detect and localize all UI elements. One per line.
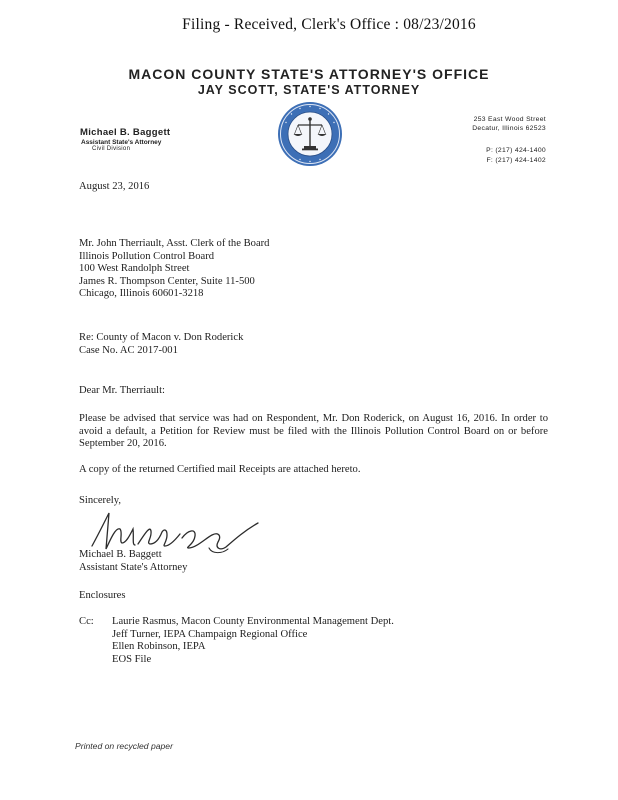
- assistant-title: Assistant State's Attorney: [81, 138, 162, 146]
- cc-recipient: Jeff Turner, IEPA Champaign Regional Office: [112, 628, 308, 640]
- recipient-line: 100 West Randolph Street: [79, 263, 190, 275]
- office-title: MACON COUNTY STATE'S ATTORNEY'S OFFICE: [128, 66, 490, 82]
- recipient-line: Illinois Pollution Control Board: [79, 250, 215, 262]
- body-paragraph: A copy of the returned Certified mail Receipts are attached hereto.: [79, 464, 361, 475]
- cc-list: [112, 616, 394, 666]
- office-street: 253 East Wood Street: [473, 116, 546, 123]
- office-phone: P: (217) 424-1400: [486, 147, 546, 155]
- division-label: Civil Division: [92, 146, 131, 153]
- signer-name: Michael B. Baggett: [79, 549, 162, 560]
- recipient-line: James R. Thompson Center, Suite 11-500: [79, 275, 255, 287]
- recipient-line: Chicago, Illinois 60601-3218: [79, 288, 204, 300]
- cc-label: Cc:: [79, 616, 94, 627]
- assistant-name: Michael B. Baggett: [80, 127, 171, 138]
- cc-recipient: EOS File: [112, 653, 152, 665]
- signer-title: Assistant State's Attorney: [79, 561, 188, 573]
- state-attorney-name: JAY SCOTT, STATE'S ATTORNEY: [197, 83, 421, 97]
- letter-date: August 23, 2016: [79, 181, 150, 192]
- recipient-line: Mr. John Therriault, Asst. Clerk of the Board: [79, 238, 270, 249]
- case-number: Case No. AC 2017-001: [79, 344, 178, 356]
- re-line-block: [79, 332, 243, 357]
- signer-block: [79, 549, 187, 574]
- recycled-paper-note: Printed on recycled paper: [75, 741, 173, 751]
- cc-recipient: Ellen Robinson, IEPA: [112, 641, 206, 653]
- salutation: Dear Mr. Therriault:: [79, 385, 165, 396]
- office-city: Decatur, Illinois 62523: [472, 125, 546, 133]
- closing: Sincerely,: [79, 495, 121, 506]
- cc-recipient: Laurie Rasmus, Macon County Environmental Management Dept.: [112, 616, 394, 627]
- body-paragraph: Please be advised that service was had on Respondent, Mr. Don Roderick, on August 16, 2016. In order to avoid a default, a Petition for Review must be filed with the Illinois Pollution Control Board on or before September 20, 2016.: [79, 413, 548, 450]
- office-fax: F: (217) 424-1402: [486, 156, 546, 164]
- recipient-address: [79, 238, 269, 301]
- assistant-attorney-block: [80, 128, 170, 153]
- signature: [88, 505, 278, 555]
- enclosures-label: Enclosures: [79, 590, 126, 601]
- office-address-block: [440, 115, 546, 165]
- re-line: Re: County of Macon v. Don Roderick: [79, 332, 244, 343]
- filing-stamp: Filing - Received, Clerk's Office : 08/23/2016: [182, 16, 476, 33]
- county-seal-icon: [277, 101, 343, 167]
